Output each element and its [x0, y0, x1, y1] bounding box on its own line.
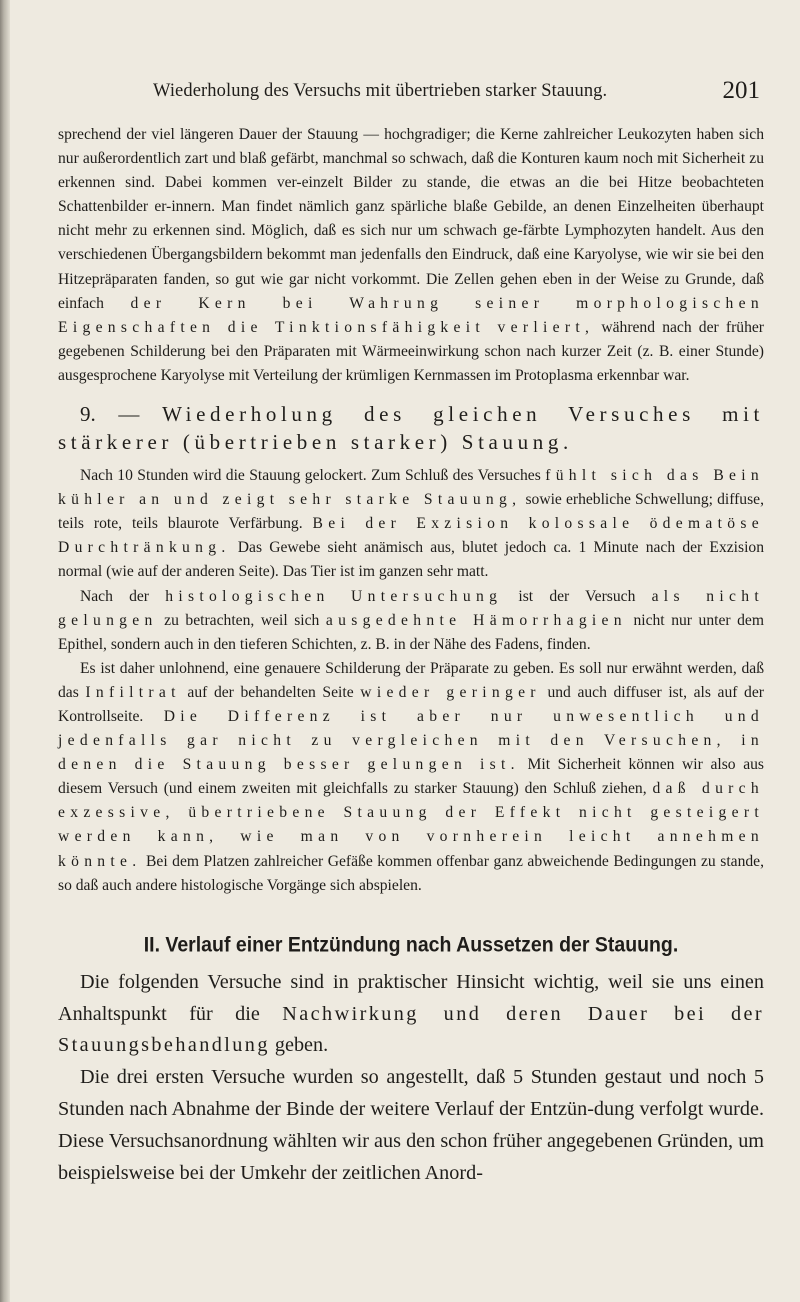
paragraph-observation	[58, 464, 764, 584]
experiment-number: 9. —	[80, 402, 140, 427]
book-binding-edge	[0, 0, 10, 1302]
text-run: ist der Versuch	[518, 587, 636, 605]
page-header	[58, 77, 764, 107]
text-run: Bei dem Platzen zahlreicher Gefäße kommen offenbar ganz abweichende Bedingungen zu stande, so daß auch andere histologische Vorgänge sich abspielen.	[58, 852, 764, 894]
book-page	[58, 0, 764, 1189]
paragraph-intro-section	[58, 967, 764, 1062]
text-run: Nach der	[80, 587, 150, 605]
paragraph-karyolyse	[58, 123, 764, 388]
spaced-emphasis: Die Differenz ist aber nur unwesentlich und jedenfalls gar nicht zu vergleichen mit den Versuchen, in denen die Stauung besser gelungen ist.	[58, 707, 764, 774]
paragraph-method	[58, 1062, 764, 1189]
text-run: Das Gewebe sieht anämisch aus, blutet jedoch ca. 1 Minute nach der Exzision normal (wie auf der anderen Seite). Das Tier ist im ganzen sehr matt.	[58, 539, 765, 581]
spaced-emphasis: Nachwirkung und deren Dauer bei der Stauungsbehandlung	[58, 1002, 764, 1057]
spaced-emphasis: histologischen Untersuchung	[165, 587, 503, 605]
text-run: und auch diffuser ist, als auf der Kontrollseite.	[58, 683, 764, 725]
spaced-emphasis: als nicht gelungen	[58, 587, 765, 629]
text-run: während nach der früher gegebenen Schilderung bei den Präparaten mit Wärmeeinwirkung schon nach kurzer Zeit (z. B. einer Stunde) ausgesprochene Karyolyse mit Verteilung der krümligen Kernmassen im Protoplasma erkennbar war.	[58, 318, 764, 384]
text-run: sprechend der viel längeren Dauer der Stauung — hochgradiger; die Kerne zahlreicher Leukozyten haben sich nur außerordentlich zart und blaß gefärbt, manchmal so schwach, daß die Konturen kaum noch mit Sicherheit zu erkennen sind. Dabei kommen ver-einzelt Bilder zu stande, die etwas an die bei Hitze beobachteten Schattenbilder er-innern. Man findet nämlich ganz spärliche blaße Gebilde, an denen Einzelheiten überhaupt nicht mehr zu erkennen sind. Möglich, daß es sich nur um schwach ge-färbte Lymphozyten handelt. Aus den verschiedenen Übergangsbildern bekommt man jedenfalls den Eindruck, daß eine Karyolyse, wie wir sie bei den Hitzepräparaten fanden, so gut wie gar nicht vorkommt. Die Zellen gehen eben in der Weise zu Grunde, daß einfach	[58, 126, 764, 312]
experiment-title: Wiederholung des gleichen Versuches mit stärkerer (übertrieben starker) Stauung.	[58, 402, 765, 455]
spaced-emphasis: der Kern bei Wahrung seiner morphologischen Eigenschaften die Tinktionsfähigkeit verliert,	[58, 294, 764, 336]
text-run: nicht nur unter dem Epithel, sondern auch in den tieferen Schichten, z. B. in der Nähe des Fadens, finden.	[58, 611, 764, 653]
spaced-emphasis: Bei der Exzision kolossale ödematöse Durchtränkung.	[58, 515, 764, 557]
running-head: Wiederholung des Versuchs mit übertrieben starker Stauung.	[153, 81, 608, 101]
paragraph-infiltrat	[58, 657, 764, 898]
experiment-heading-9	[58, 400, 764, 456]
spaced-emphasis: daß durch exzessive, übertriebene Stauung der Effekt nicht gesteigert werden kann, wie man von vornherein leicht annehmen könnte.	[58, 780, 765, 870]
spaced-emphasis: fühlt sich das Bein kühler an und zeigt sehr starke Stauung,	[58, 467, 764, 509]
text-run: Nach 10 Stunden wird die Stauung gelockert. Zum Schluß des Versuches	[80, 467, 541, 485]
text-run: Mit Sicherheit können wir also aus diesem Versuch (und einem zweiten mit gleichfalls zu starker Stauung) den Schluß ziehen,	[58, 756, 764, 798]
text-run: geben.	[274, 1034, 329, 1057]
text-run: zu betrachten, weil sich	[164, 611, 320, 629]
spaced-emphasis: ausgedehnte Hämorrhagien	[325, 611, 627, 629]
text-run: Es ist daher unlohnend, eine genauere Schilderung der Präparate zu geben. Es soll nur erwähnt werden, daß das	[58, 659, 764, 701]
text-run: auf der behandelten Seite	[187, 683, 354, 701]
paragraph-histology	[58, 585, 764, 657]
text-run: sowie erhebliche Schwellung; diffuse, teils rote, teils blaurote Verfärbung.	[58, 491, 764, 533]
page-number: 201	[722, 77, 760, 104]
text-run: Die drei ersten Versuche wurden so angestellt, daß 5 Stunden gestaut und noch 5 Stunden nach Abnahme der Binde der weitere Verlauf der Entzün-dung verfolgt wurde. Diese Versuchsanordnung wählten wir aus den schon früher angegebenen Gründen, um beispielsweise bei der Umkehr der zeitlichen Anord-	[58, 1066, 764, 1184]
text-run: Die folgenden Versuche sind in praktischer Hinsicht wichtig, weil sie uns einen Anhaltspunkt für die	[58, 970, 764, 1025]
spaced-emphasis: wieder geringer	[360, 683, 541, 701]
section-heading: II. Verlauf einer Entzündung nach Aussetzen der Stauung.	[143, 932, 679, 957]
spaced-emphasis: Infiltrat	[85, 683, 181, 701]
